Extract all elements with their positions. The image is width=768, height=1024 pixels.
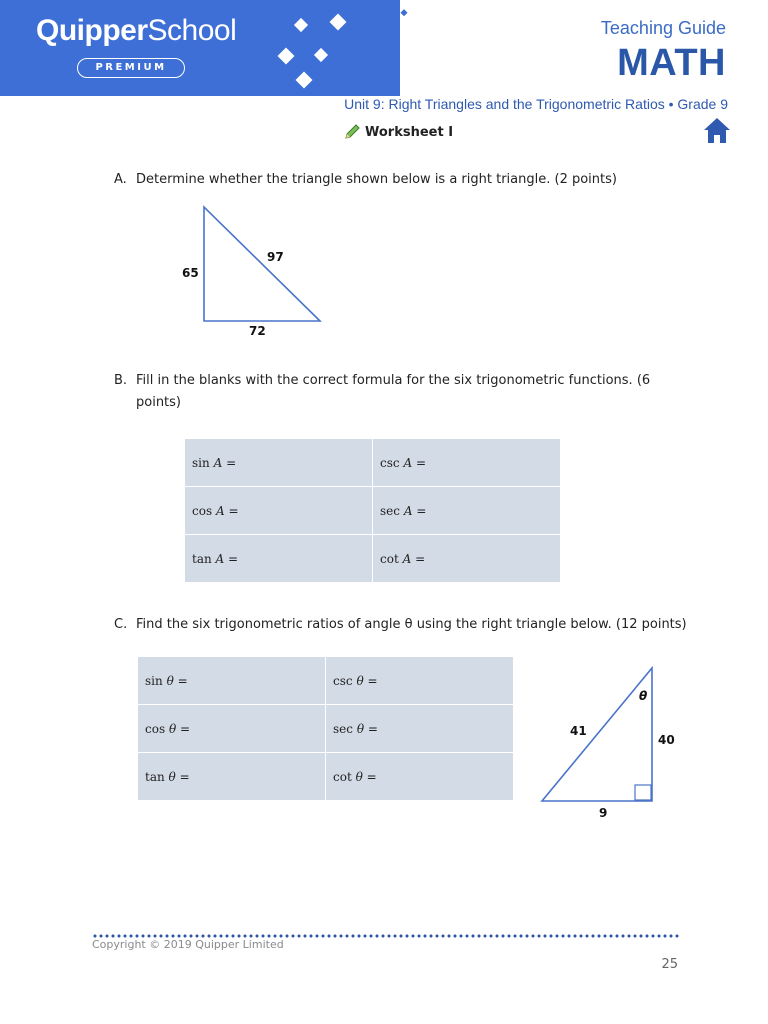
brand-light: School xyxy=(147,14,237,47)
triangle-theta-vertical: 40 xyxy=(658,733,675,747)
triangle-theta-hypotenuse: 41 xyxy=(570,724,587,738)
trig-table-theta xyxy=(137,656,514,801)
triangle-theta-base: 9 xyxy=(599,806,608,820)
brand-logo xyxy=(36,14,236,48)
pencil-icon xyxy=(344,124,362,140)
question-c-letter: C. xyxy=(114,617,128,632)
brand-bold: Quipper xyxy=(36,14,148,47)
table-cell[interactable]: sec θ = xyxy=(326,705,514,753)
table-cell[interactable]: cos θ = xyxy=(138,705,326,753)
subject-title: MATH xyxy=(617,42,726,84)
trig-table-a xyxy=(184,438,561,583)
page-number: 25 xyxy=(661,957,678,972)
question-c-text: Find the six trigonometric ratios of angle θ using the right triangle below. (12 points) xyxy=(136,617,687,632)
question-b-text-line1: Fill in the blanks with the correct formula for the six trigonometric functions. (6 xyxy=(136,373,651,388)
table-cell[interactable]: csc θ = xyxy=(326,657,514,705)
worksheet-title xyxy=(344,124,453,140)
triangle-a-diagram xyxy=(198,203,328,327)
copyright-text: Copyright © 2019 Quipper Limited xyxy=(92,938,284,951)
header xyxy=(0,0,768,96)
unit-title: Unit 9: Right Triangles and the Trigonometric Ratios • Grade 9 xyxy=(344,96,728,112)
table-cell[interactable]: sin θ = xyxy=(138,657,326,705)
table-cell[interactable]: tan A = xyxy=(185,535,373,583)
triangle-a-base: 72 xyxy=(249,324,266,338)
table-cell[interactable]: cos A = xyxy=(185,487,373,535)
triangle-theta-diagram xyxy=(538,664,658,806)
table-cell[interactable]: cot A = xyxy=(373,535,561,583)
question-a-text: Determine whether the triangle shown below is a right triangle. (2 points) xyxy=(136,172,617,187)
table-cell[interactable]: cot θ = xyxy=(326,753,514,801)
table-cell[interactable]: sec A = xyxy=(373,487,561,535)
question-b-letter: B. xyxy=(114,373,128,388)
teaching-guide-label: Teaching Guide xyxy=(600,18,726,38)
table-row xyxy=(138,753,514,801)
table-cell[interactable]: sin A = xyxy=(185,439,373,487)
triangle-a-side-left: 65 xyxy=(182,266,199,280)
premium-badge: PREMIUM xyxy=(77,58,185,78)
question-b xyxy=(114,370,734,414)
table-row xyxy=(138,657,514,705)
question-b-text-line2: points) xyxy=(136,395,181,410)
table-row xyxy=(185,439,561,487)
table-cell[interactable]: csc A = xyxy=(373,439,561,487)
question-a xyxy=(114,169,734,191)
triangle-a-hypotenuse: 97 xyxy=(267,250,284,264)
question-c xyxy=(114,614,734,636)
table-row xyxy=(138,705,514,753)
diamond-pattern-decoration xyxy=(260,0,420,96)
triangle-theta-angle: θ xyxy=(639,689,648,703)
table-row xyxy=(185,487,561,535)
table-cell[interactable]: tan θ = xyxy=(138,753,326,801)
home-icon[interactable] xyxy=(702,116,732,146)
table-row xyxy=(185,535,561,583)
question-a-letter: A. xyxy=(114,172,127,187)
worksheet-label: Worksheet I xyxy=(365,124,454,140)
